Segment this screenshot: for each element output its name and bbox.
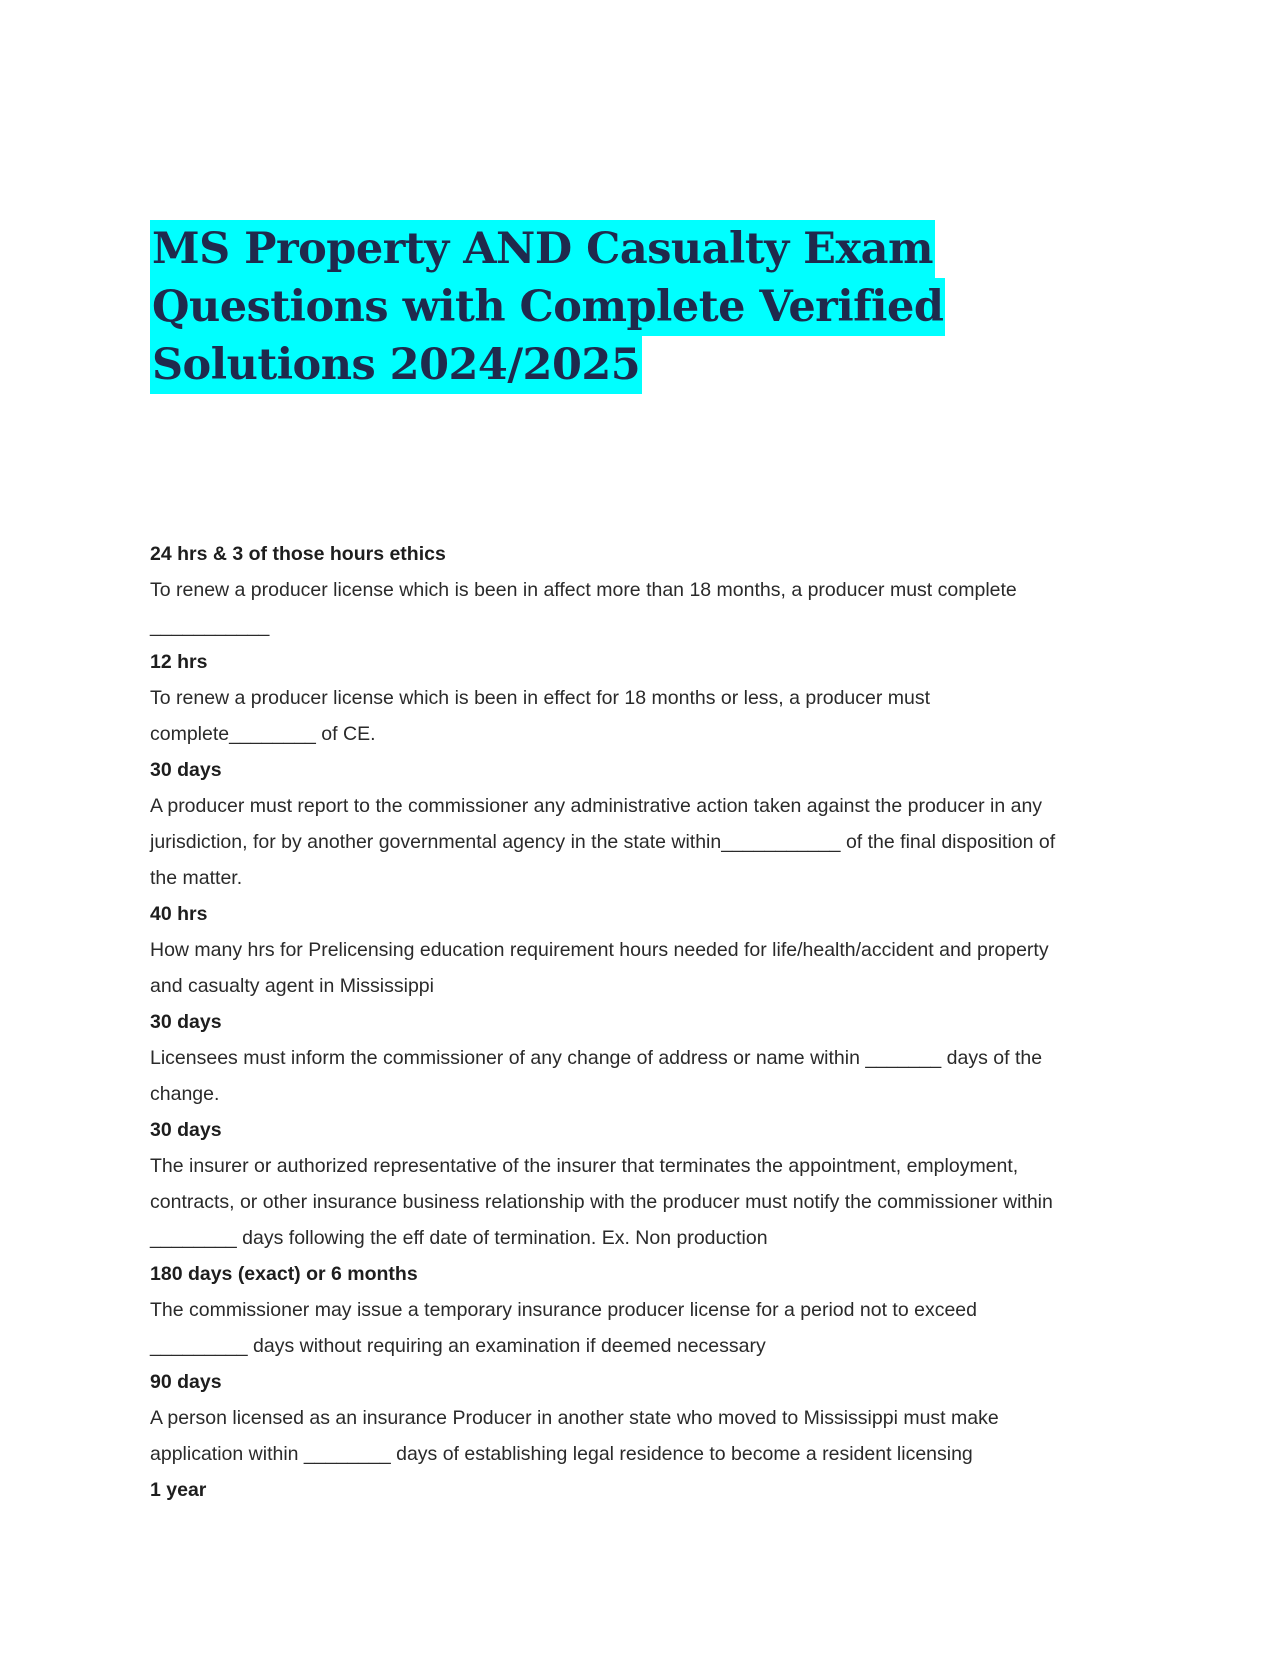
- question-line: To renew a producer license which is been in effect for 18 months or less, a producer must: [150, 687, 931, 709]
- qa-list: [150, 536, 1130, 1508]
- question-line: ________ days following the eff date of termination. Ex. Non production: [150, 1227, 768, 1249]
- qa-item: [150, 896, 1130, 1004]
- question-line: ___________: [150, 615, 270, 637]
- answer-text: 1 year: [150, 1479, 207, 1501]
- question-line: The commissioner may issue a temporary insurance producer license for a period not to exceed: [150, 1299, 977, 1321]
- qa-item: [150, 1004, 1130, 1112]
- question-line: Licensees must inform the commissioner of any change of address or name within _______ days of the: [150, 1047, 1043, 1069]
- question-line: the matter.: [150, 867, 243, 889]
- qa-item: [150, 1364, 1130, 1472]
- answer-text: 30 days: [150, 759, 222, 781]
- question-line: jurisdiction, for by another governmental agency in the state within___________ of the final disposition of: [150, 831, 1056, 853]
- question-line: contracts, or other insurance business relationship with the producer must notify the commissioner within: [150, 1191, 1053, 1213]
- question-line: application within ________ days of establishing legal residence to become a resident licensing: [150, 1443, 973, 1465]
- question-line: A person licensed as an insurance Producer in another state who moved to Mississippi must make: [150, 1407, 999, 1429]
- document-title: [150, 220, 1050, 394]
- answer-text: 180 days (exact) or 6 months: [150, 1263, 418, 1285]
- qa-item: [150, 1472, 1130, 1508]
- answer-text: 30 days: [150, 1011, 222, 1033]
- answer-text: 90 days: [150, 1371, 222, 1393]
- question-line: _________ days without requiring an examination if deemed necessary: [150, 1335, 766, 1357]
- question-line: change.: [150, 1083, 220, 1105]
- qa-item: [150, 644, 1130, 752]
- qa-item: [150, 1256, 1130, 1364]
- question-line: A producer must report to the commissioner any administrative action taken against the producer in any: [150, 795, 1043, 817]
- question-line: To renew a producer license which is been in affect more than 18 months, a producer must complete: [150, 579, 1017, 601]
- answer-text: 30 days: [150, 1119, 222, 1141]
- title-line: Questions with Complete Verified: [150, 278, 945, 336]
- question-line: and casualty agent in Mississippi: [150, 975, 434, 997]
- qa-item: [150, 536, 1130, 644]
- title-line: MS Property AND Casualty Exam: [150, 220, 935, 278]
- question-line: How many hrs for Prelicensing education requirement hours needed for life/health/accident and property: [150, 939, 1049, 961]
- answer-text: 12 hrs: [150, 651, 208, 673]
- answer-text: 24 hrs & 3 of those hours ethics: [150, 543, 446, 565]
- qa-item: [150, 1112, 1130, 1256]
- title-line: Solutions 2024/2025: [150, 336, 642, 394]
- qa-item: [150, 752, 1130, 896]
- answer-text: 40 hrs: [150, 903, 208, 925]
- question-line: complete________ of CE.: [150, 723, 376, 745]
- question-line: The insurer or authorized representative of the insurer that terminates the appointment, employment,: [150, 1155, 1019, 1177]
